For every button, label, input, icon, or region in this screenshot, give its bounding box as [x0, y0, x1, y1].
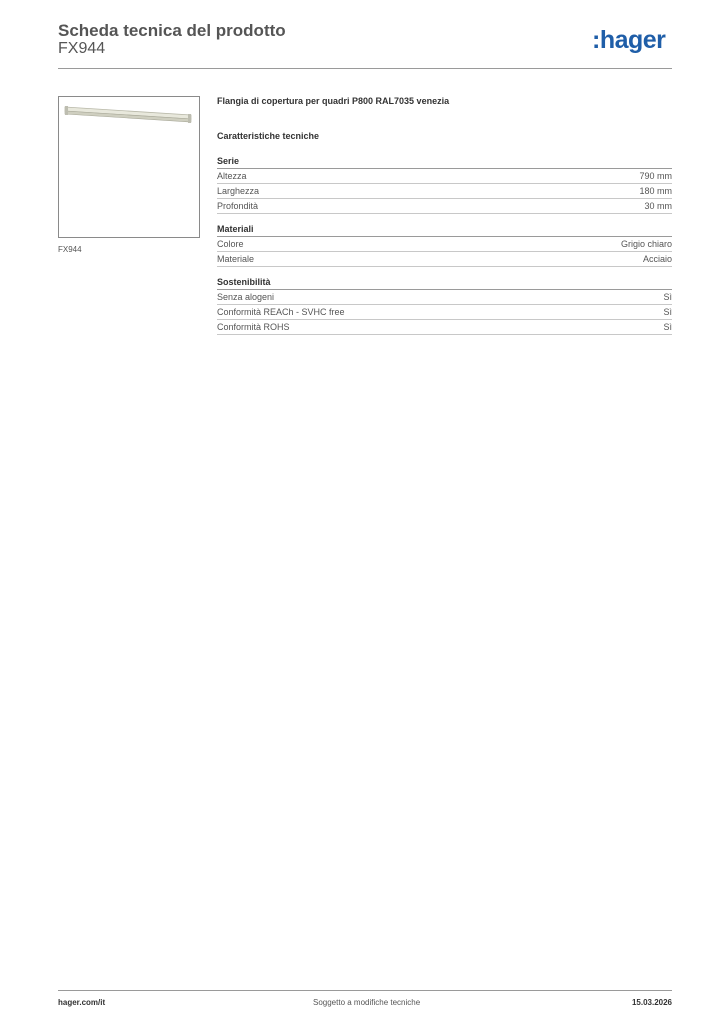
spec-value: 180 mm	[639, 186, 672, 196]
footer-divider	[58, 990, 672, 991]
product-code: FX944	[58, 40, 106, 57]
spec-value: Acciaio	[642, 254, 672, 264]
footer-date: 15.03.2026	[631, 998, 672, 1007]
table-row	[217, 169, 672, 184]
spec-group-materiali	[217, 223, 672, 267]
spec-label: Conformità REACh - SVHC free	[217, 307, 345, 317]
logo-dot: :	[592, 26, 600, 54]
spec-label: Altezza	[217, 171, 247, 181]
footer-note: Soggetto a modifiche tecniche	[313, 998, 421, 1007]
spec-group-serie	[217, 155, 672, 214]
table-row	[217, 199, 672, 214]
table-row	[217, 184, 672, 199]
table-row	[217, 237, 672, 252]
page-title: Scheda tecnica del prodotto	[58, 21, 286, 40]
spec-label: Larghezza	[217, 186, 260, 196]
product-image-frame	[58, 96, 200, 238]
spec-label: Conformità ROHS	[217, 322, 290, 332]
spec-label: Senza alogeni	[217, 292, 275, 302]
spec-value: 30 mm	[644, 201, 672, 211]
table-row	[217, 290, 672, 305]
table-row	[217, 252, 672, 267]
spec-group-name: Serie	[217, 155, 672, 169]
logo-text: hager	[599, 26, 666, 54]
spec-label: Materiale	[217, 254, 255, 264]
spec-group-name: Sostenibilità	[217, 276, 672, 290]
spec-label: Colore	[217, 239, 244, 249]
spec-value: Sì	[663, 292, 672, 302]
cover-flange-image	[59, 97, 199, 237]
table-row	[217, 305, 672, 320]
spec-group-name: Materiali	[217, 223, 672, 237]
footer-website-link[interactable]: hager.com/it	[58, 998, 106, 1007]
product-description: Flangia di copertura per quadri P800 RAL7035 venezia	[217, 96, 450, 106]
spec-value: Sì	[663, 307, 672, 317]
specs-title: Caratteristiche tecniche	[217, 131, 320, 141]
product-image-caption: FX944	[58, 245, 82, 254]
table-row	[217, 320, 672, 335]
spec-label: Profondità	[217, 201, 259, 211]
spec-value: Grigio chiaro	[620, 239, 672, 249]
spec-value: Sì	[663, 322, 672, 332]
hager-logo[interactable]	[592, 26, 665, 55]
header-divider	[58, 68, 672, 69]
spec-value: 790 mm	[639, 171, 672, 181]
spec-group-sostenibilita	[217, 276, 672, 335]
